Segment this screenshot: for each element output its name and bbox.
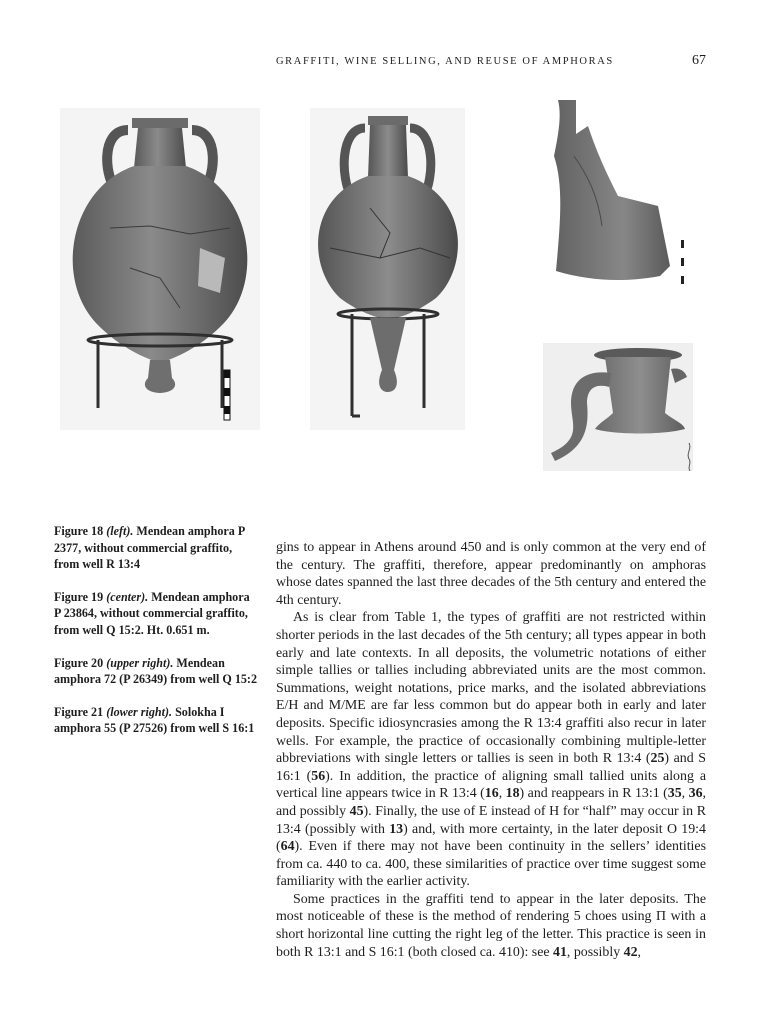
caption-figure-21: Figure 21 (lower right). Solokha I amphora 55 (P 27526) from well S 16:1 [54, 704, 255, 736]
caption-figure-20: Figure 20 (upper right). Mendean amphora 72 (P 26349) from well Q 15:2 [54, 655, 257, 687]
running-header [276, 55, 706, 71]
caption-figure-19: Figure 19 (center). Mendean amphora P 23864, without commercial graffito, from well Q 15:2. Ht. 0.651 m. [54, 589, 250, 637]
figure-captions [54, 523, 259, 753]
page-number: 67 [692, 53, 706, 68]
running-title: GRAFFITI, WINE SELLING, AND REUSE OF AMPHORAS [276, 56, 614, 67]
body-text [276, 539, 706, 961]
figure-20-photo [548, 96, 688, 296]
figure-18-photo [60, 108, 260, 430]
caption-figure-18: Figure 18 (left). Mendean amphora P 2377, without commercial graffito, from well R 13:4 [54, 524, 245, 572]
paragraph-3: Some practices in the graffiti tend to appear in the later deposits. The most noticeable of these is the method of rendering 5 choes using Π with a short horizontal line cutting the right leg of the letter. This practice is seen in both R 13:1 and S 16:1 (both closed ca. 410): see 41, possibly 42, [276, 891, 706, 960]
figure-21-photo [543, 343, 693, 471]
figure-19-photo [310, 108, 465, 430]
paragraph-2: As is clear from Table 1, the types of graffiti are not restricted within shorter periods in the last decades of the 5th century; all types appear in both early and late contexts. In all deposits, the volumetric notations of either simple tallies or tallies including abbreviated units are the most common. Summations, weight notations, price marks, and the isolated abbreviations E/H and M/ME are far less common but do appear both in early and later deposits. Specific idiosyncrasies among the R 13:4 graffiti also recur in later wells. For example, the practice of occasionally combining multiple-letter abbreviations with single letters or tallies is seen in both R 13:4 (25) and S 16:1 (56). In addition, the practice of aligning small tallied units along a vertical line appears twice in R 13:4 (16, 18) and reappears in R 13:1 (35, 36, and possibly 45). Finally, the use of E instead of H for “half” may occur in R 13:4 (possibly with 13) and, with more certainty, in the later deposit O 19:4 (64). Even if there may not have been continuity in the sellers’ identities from ca. 440 to ca. 400, these similarities of practice over time suggest some familiarity with the earlier activity. [276, 610, 707, 890]
paragraph-1: gins to appear in Athens around 450 and is only common at the very end of the century. The graffiti, therefore, appear predominantly on amphoras whose dates spanned the last three decades of the 5th century and entered the 4th century. [276, 540, 706, 608]
